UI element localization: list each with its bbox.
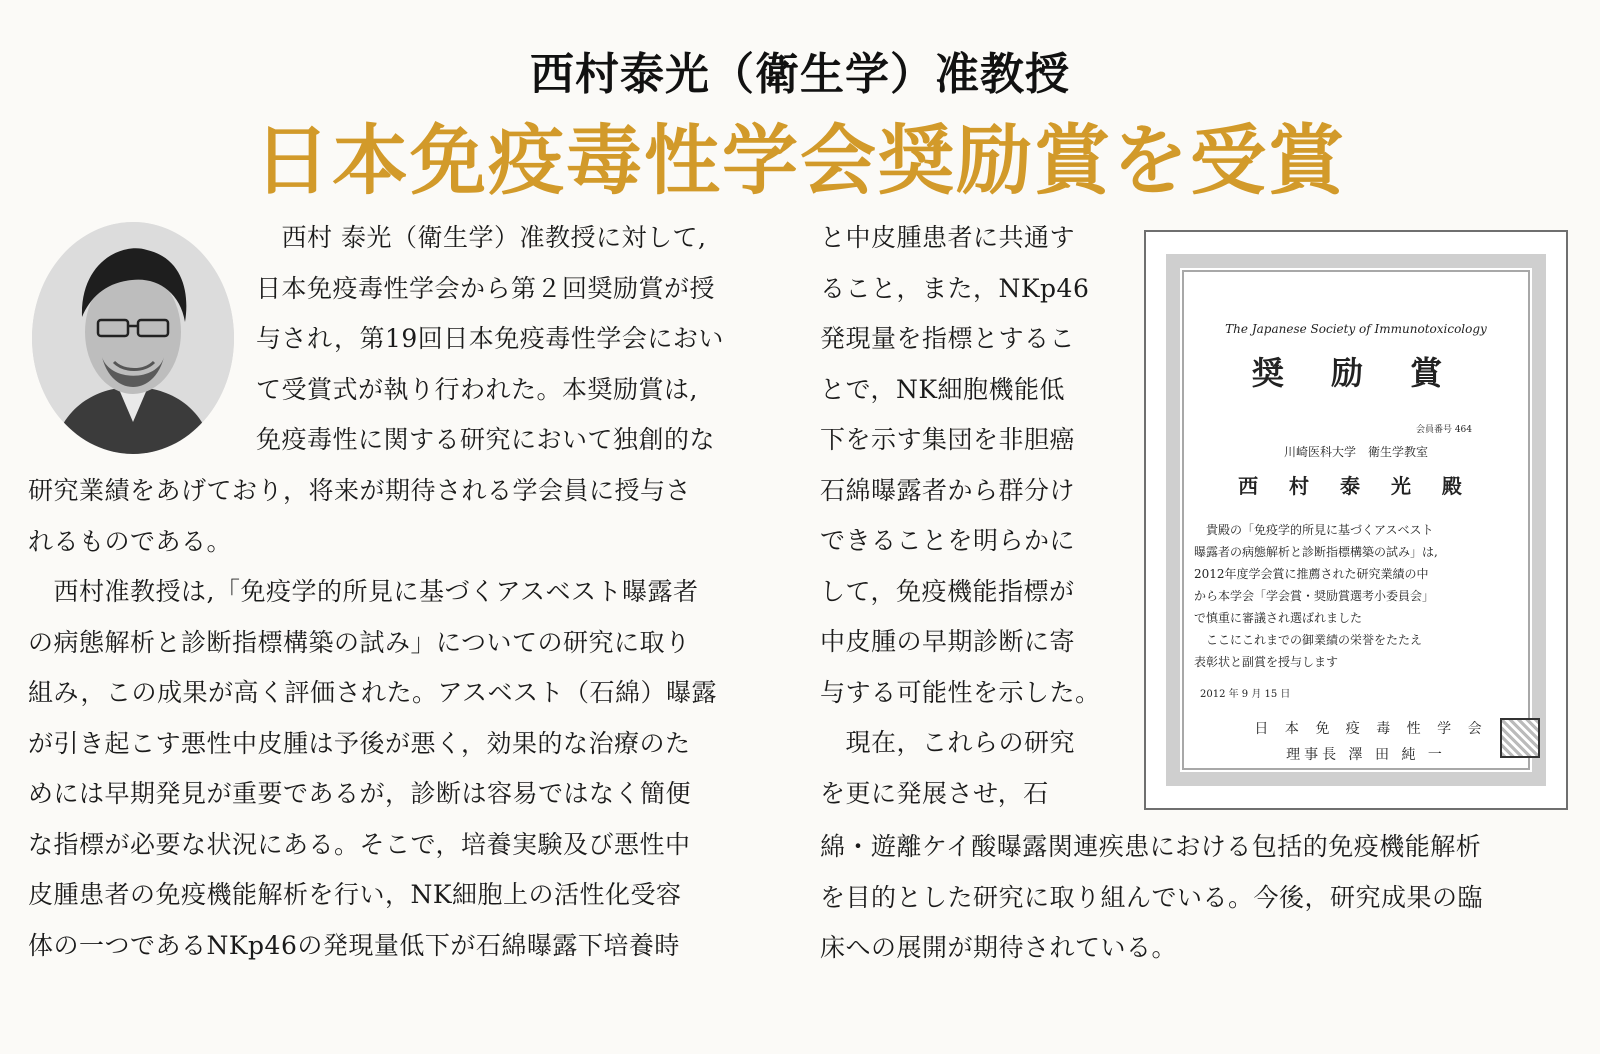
certificate-organization: 日 本 免 疫 毒 性 学 会 [1254,721,1488,737]
text-line: 西村准教授は,「免疫学的所見に基づくアスベスト曝露者 [28,577,699,606]
text-line: ること，また，NKp46 [820,273,1090,303]
certificate-title: 奨 励 賞 [1251,354,1461,392]
text-line: 石綿曝露者から群分け [820,475,1076,505]
text-line: 組み，この成果が高く評価された。アスベスト（石綿）曝露 [28,678,718,707]
text-line: て受賞式が執り行われた。本奨励賞は, [256,374,698,404]
text-line: な指標が必要な状況にある。そこで，培養実験及び悪性中 [28,829,691,859]
article-text-left [28,466,756,971]
article-text-left-top [256,213,756,466]
text-line: 綿・遊離ケイ酸曝露関連疾患における包括的免疫機能解析 [820,832,1482,861]
text-line: 発現量を指標とするこ [820,324,1076,353]
certificate-body-line: 曝露者の病態解析と診断指標構築の試み」は, [1194,545,1438,559]
certificate-body [1190,519,1522,673]
text-line: 免疫毒性に関する研究において独創的な [256,425,716,454]
portrait-photo [32,222,234,454]
certificate-body-line: 2012年度学会賞に推薦された研究業績の中 [1194,567,1429,581]
certificate-recipient: 西 村 泰 光 殿 [1238,474,1474,498]
certificate-body-line: で慎重に審議され選ばれました [1194,611,1363,625]
text-line: が引き起こす悪性中皮腫は予後が悪く，効果的な治療のた [28,728,691,758]
text-line: めには早期発見が重要であるが，診断は容易ではなく簡便 [28,779,692,808]
portrait-illustration [32,222,234,454]
text-line: できることを明らかに [820,526,1076,555]
text-line: 皮腫患者の免疫機能解析を行い，NK細胞上の活性化受容 [28,880,682,909]
text-line: 与され，第19回日本免疫毒性学会におい [256,324,724,353]
text-line: 西村 泰光（衛生学）准教授に対して, [256,223,707,252]
text-line: と中皮腫患者に共通す [820,223,1076,252]
certificate-university: 川崎医科大学 衛生学教室 [1283,445,1428,459]
certificate-body-line: 表彰状と副賞を授与します [1194,655,1339,669]
certificate-content [1190,312,1522,768]
text-line: を更に発展させ，石 [820,778,1049,808]
article-text-bottom [820,822,1568,974]
text-line: 現在，これらの研究 [820,728,1076,757]
article-subtitle: 西村泰光（衛生学）准教授 [530,49,1070,100]
text-line: とで，NK細胞機能低 [820,374,1066,404]
text-line: 日本免疫毒性学会から第２回奨励賞が授 [256,273,716,303]
certificate-body-line: から本学会「学会賞・奨励賞選考小委員会」 [1194,589,1435,603]
text-line: 体の一つであるNKp46の発現量低下が石綿曝露下培養時 [28,930,680,960]
award-certificate [1144,230,1568,810]
certificate-member-number: 会員番号 464 [1415,425,1472,435]
text-line: 中皮腫の早期診断に寄 [820,627,1076,656]
text-line: の病態解析と診断指標構築の試み」についての研究に取り [28,627,691,657]
certificate-body-line: 貴殿の「免疫学的所見に基づくアスベスト [1194,523,1434,537]
certificate-president: 理事長 澤 田 純 一 [1286,747,1446,763]
certificate-date: 2012 年 9 月 15 日 [1200,689,1291,700]
text-line: 研究業績をあげており，将来が期待される学会員に授与さ [28,476,692,505]
article-headline: 日本免疫毒性学会奨励賞を受賞 [254,116,1346,205]
certificate-body-line: ここにこれまでの御業績の栄誉をたたえ [1194,633,1423,647]
text-line: れるものである。 [28,526,233,556]
text-line: を目的とした研究に取り組んでいる。今後，研究成果の臨 [820,882,1484,912]
text-line: して，免疫機能指標が [820,576,1075,606]
certificate-society-name: The Japanese Society of Immunotoxicology [1225,322,1487,336]
text-line: 与する可能性を示した。 [820,677,1101,707]
article-text-middle [820,213,1102,819]
seal-stamp-icon [1500,718,1540,758]
text-line: 床への展開が期待されている。 [820,933,1178,962]
text-line: 下を示す集団を非胆癌 [820,425,1076,454]
